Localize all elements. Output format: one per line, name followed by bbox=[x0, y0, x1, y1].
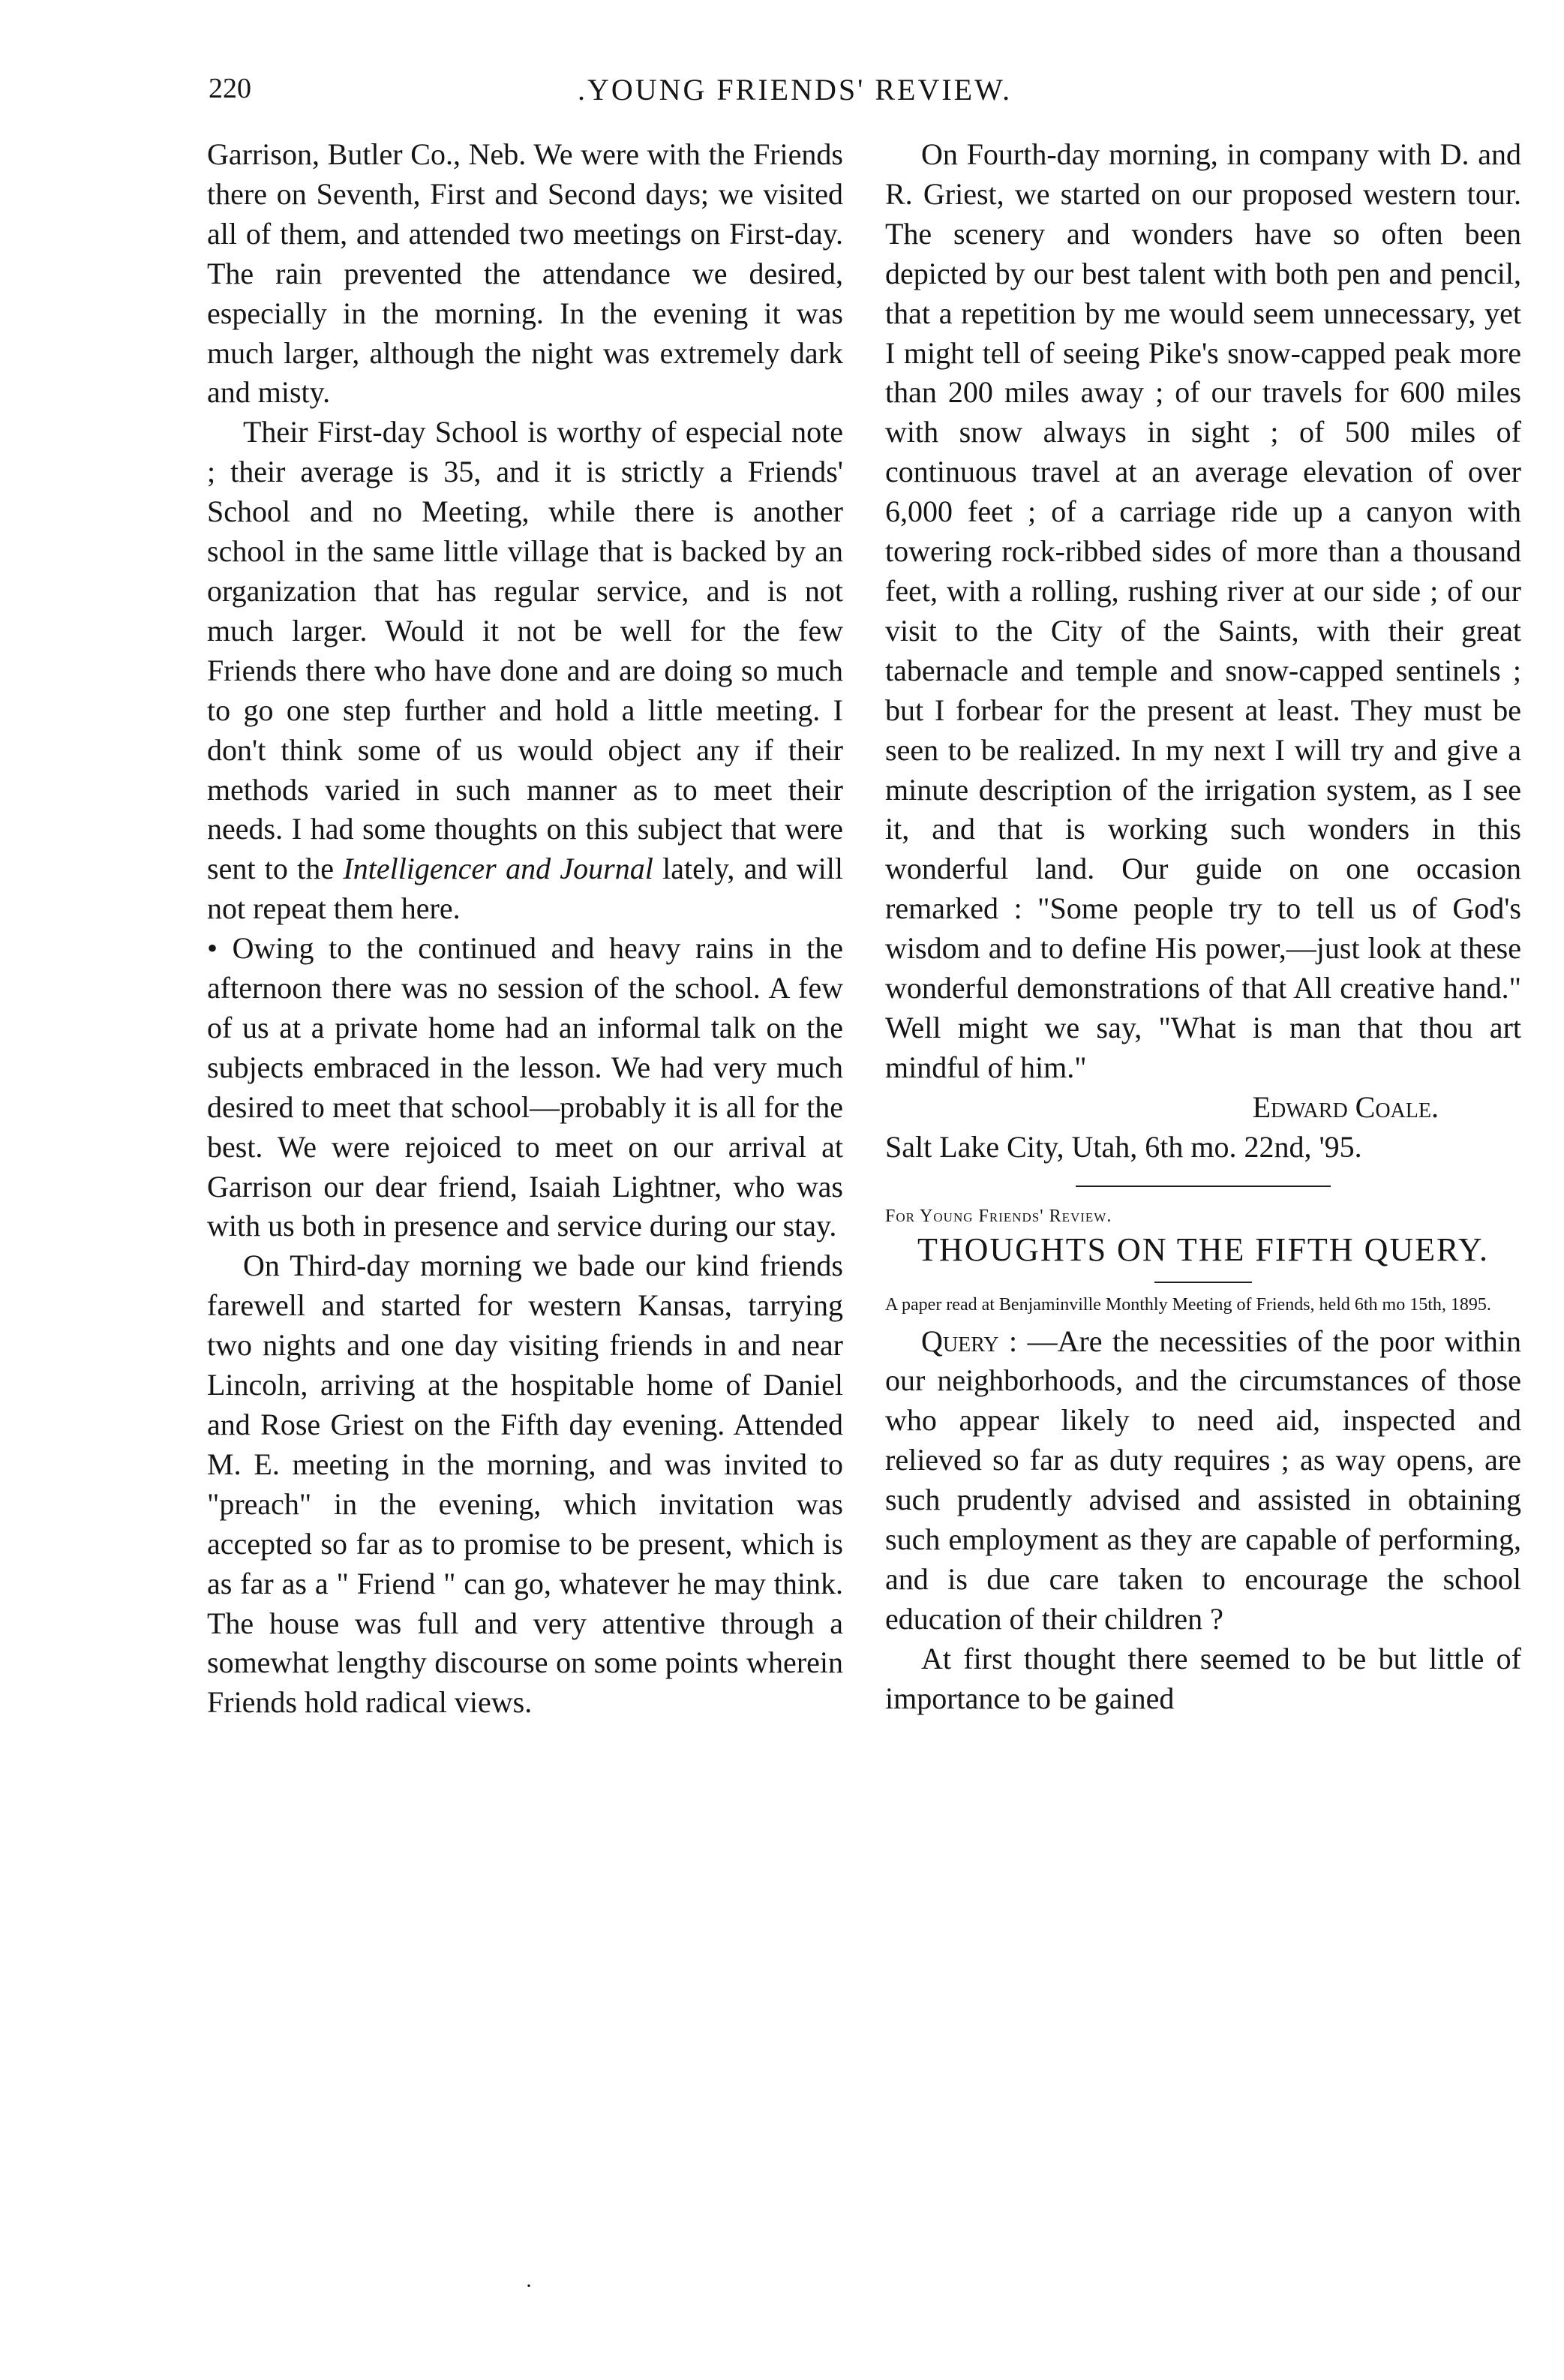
source-note: A paper read at Benjaminville Monthly Meeting of Friends, held 6th mo 15th, 1895. bbox=[885, 1294, 1491, 1315]
right-column bbox=[885, 135, 1521, 1719]
title-divider bbox=[1154, 1282, 1252, 1283]
paragraph: At first thought there seemed to be but little of importance to be gained bbox=[885, 1641, 1521, 1715]
running-title: .YOUNG FRIENDS' REVIEW. bbox=[578, 73, 1013, 107]
query-text: : —Are the necessities of the poor within our neighborhoods, and the circumstances of those who appear likely to need aid, inspected and relieved so far as duty requires ; as way opens, are such prudently advised and assisted in obtaining such employment as they are capable of performing, and is due care taken to encourage the school education of their children ? bbox=[885, 1324, 1521, 1636]
paragraph: • Owing to the continued and heavy rains in the afternoon there was no session of the school. A few of us at a private home had an informal talk on the subjects embraced in the lesson. We had very much desired to meet that school—probably it is all for the best. We were rejoiced to meet on our arrival at Garrison our dear friend, Isaiah Lightner, who was with us both in presence and service during our stay. bbox=[207, 931, 843, 1243]
query-paragraph bbox=[885, 1322, 1521, 1639]
for-line: For Young Friends' Review. bbox=[885, 1206, 1112, 1226]
paragraph: On Fourth-day morning, in company with D. and R. Griest, we started on our proposed western tour. The scenery and wonders have so often been depicted by our best talent with both pen and pencil, that a repetition by me would seem unnecessary, yet I might tell of seeing Pike's snow-capped peak more than 200 miles away ; of our travels for 600 miles with snow always in sight ; of 500 miles of continuous travel at an average elevation of over 6,000 feet ; of a carriage ride up a canyon with towering rock-ribbed sides of more than a thousand feet, with a rolling, rushing river at our side ; of our visit to the City of the Saints, with their great tabernacle and temple and snow-capped sentinels ; but I forbear for the present at least. They must be seen to be realized. In my next I will try and give a minute description of the irrigation system, as I see it, and that is working such wonders in this wonderful land. Our guide on one occasion remarked : "Some people try to tell us of God's wisdom and to define His power,—just look at these wonderful demonstrations of that All creative hand." Well might we say, "What is man that thou art mindful of him." bbox=[885, 137, 1521, 1084]
author-signature: Edward Coale. bbox=[1252, 1089, 1439, 1124]
section-divider bbox=[1076, 1185, 1331, 1187]
paragraph: On Third-day morning we bade our kind friends farewell and started for western Kansas, tarrying two nights and one day visiting friends in and near Lincoln, arriving at the hospitable home of Daniel and Rose Griest on the Fifth day evening. Attended M. E. meeting in the morning, and was invited to "preach" in the evening, which invitation was accepted so far as to promise to be present, which is as far as a " Friend " can go, whatever he may think. The house was full and very attentive through a somewhat lengthy discourse on some points wherein Friends hold radical views. bbox=[207, 1249, 843, 1720]
query-label: Query bbox=[921, 1324, 999, 1358]
print-speck: · bbox=[525, 2273, 533, 2298]
paragraph: Garrison, Butler Co., Neb. We were with the Friends there on Seventh, First and Second days; we visited all of them, and attended two meetings on First-day. The rain prevented the attendance we desired, especially in the morning. In the evening it was much larger, although the night was extremely dark and misty. bbox=[207, 137, 843, 410]
page-number: 220 bbox=[209, 73, 251, 104]
journal-title: Intelligencer and Journal bbox=[343, 852, 653, 886]
article-title: THOUGHTS ON THE FIFTH QUERY. bbox=[917, 1231, 1490, 1268]
left-column bbox=[207, 135, 843, 1723]
paragraph bbox=[207, 413, 843, 929]
paragraph-text: Their First-day School is worthy of especial note ; their average is 35, and it is strictly a Friends' School and no Meeting, while there is another school in the same little village that is backed by an organization that has regular service, and is not much larger. Would it not be well for the few Friends there who have done and are doing so much to go one step further and hold a little meeting. I don't think some of us would object any if their methods varied in such manner as to meet their needs. I had some thoughts on this subject that were sent to the bbox=[207, 415, 843, 886]
dateline: Salt Lake City, Utah, 6th mo. 22nd, '95. bbox=[885, 1129, 1362, 1164]
paragraph-text: lately, and will not repeat them here. bbox=[207, 852, 844, 926]
